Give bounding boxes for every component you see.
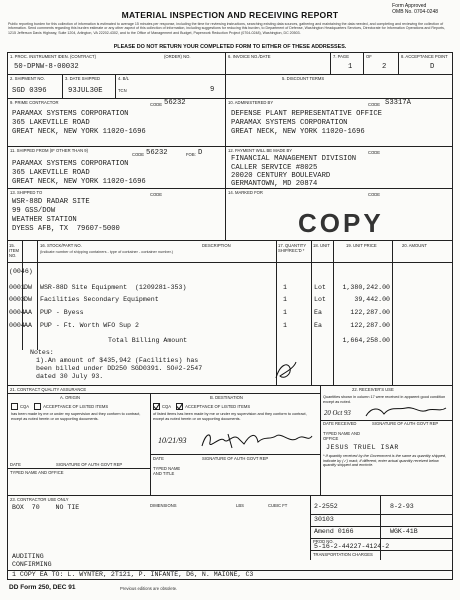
line-item-4-number: 0004 (9, 322, 25, 329)
line-item-4-code: AA (24, 322, 32, 329)
receiver-typed-name: JESUS TRUEL ISAR (326, 444, 399, 451)
block1-label: 1. PROC. INSTRUMENT IDEN. (CONTRACT) (10, 54, 97, 59)
prime-contractor-line-1: PARAMAX SYSTEMS CORPORATION (12, 110, 129, 118)
date-received-label: DATE RECEIVED (323, 421, 357, 426)
auditing-label: AUDITING (12, 553, 44, 560)
prime-contractor-code: 56232 (164, 99, 186, 107)
order-number-label: (ORDER) NO. (164, 54, 191, 59)
unit-header: 18. UNIT (313, 243, 330, 248)
block9-label: 9. PRIME CONTRACTOR (10, 100, 59, 105)
block22-label: 22. RECEIVER'S USE (352, 387, 394, 392)
block14-label: 14. MARKED FOR (228, 190, 263, 195)
stock-no-header: 16. STOCK/PART NO. (40, 243, 82, 248)
contractor-ref-4: 5-16-2-44227-4124-2 (314, 543, 390, 550)
administered-by-line-3: GREAT NECK, NEW YORK 11020-1696 (231, 128, 365, 136)
destination-cqa-check-icon (153, 403, 160, 410)
notes-line-1: 1).An amount of $435,942 (Facilities) has (36, 357, 199, 364)
item-no-header: 15. ITEM NO. (9, 243, 20, 258)
origin-acceptance-checkbox[interactable] (34, 403, 41, 410)
contract-number: 50-DPNW-8-00032 (14, 63, 79, 71)
receiver-signature-label: SIGNATURE OF AUTH GOVT REP (372, 421, 439, 426)
block13-label: 13. SHIPPED TO (10, 190, 43, 195)
payment-by-line-1: FINANCIAL MANAGEMENT DIVISION (231, 155, 357, 163)
line-item-2-code: DW (24, 296, 32, 303)
lbs-label: LBS (236, 503, 244, 508)
line-item-1-code: DW (24, 284, 32, 291)
dimensions-label: DIMENSIONS (150, 503, 177, 508)
line-item-2-description: Facilities Secondary Equipment (40, 296, 159, 303)
line-item-1-qty: 1 (283, 284, 287, 291)
page-number: 1 (348, 63, 353, 71)
payment-by-line-3: 20020 CENTURY BOULEVARD (231, 172, 331, 180)
notes-line-3: dated 30 July 93. (36, 373, 104, 380)
stock-no-subheader: (Indicate number of shipping containers - type of container - container number.) (40, 250, 173, 254)
destination-typed-name-label: TYPED NAME AND TITLE (153, 466, 181, 476)
origin-typed-name-label: TYPED NAME AND OFFICE (10, 470, 64, 475)
origin-cqa-row (11, 403, 108, 410)
block13-code-label: CODE (150, 192, 163, 197)
line-item-2-price: 39,442.00 (354, 296, 390, 303)
shipped-to-line-2: 99 GSS/DOW (12, 207, 56, 215)
notes-line-2: been billed under DD250 SGD0391. SO#2-2547 (36, 365, 203, 372)
line-item-2-qty: 1 (283, 296, 287, 303)
block9-code-label: CODE (150, 102, 163, 107)
unit-price-header: 19. UNIT PRICE (346, 243, 377, 248)
shipped-from-code: 56232 (146, 149, 168, 157)
destination-cqa-checkbox[interactable] (153, 403, 160, 410)
block3-label: 3. DATE SHIPPED (65, 76, 101, 81)
receiver-signature (362, 402, 450, 420)
line-item-0-number: (0046) (9, 268, 33, 275)
block12-label: 12. PAYMENT WILL BE MADE BY (228, 148, 293, 153)
destination-label: B. DESTINATION (210, 395, 243, 400)
contractor-box-line: BOX 70 NO TIE (12, 504, 80, 511)
payment-by-line-2: CALLER SERVICE #8025 (231, 163, 318, 172)
origin-date-label: DATE (10, 462, 21, 467)
line-item-3-description: PUP - Byess (40, 309, 84, 316)
page-total: 2 (382, 63, 387, 71)
origin-statement: has been made by me or under my supervision and they conform to contract, except as noted herein or on supporting documents. (11, 412, 141, 421)
block2-label: 2. SHIPMENT NO. (10, 76, 45, 81)
prime-contractor-line-3: GREAT NECK, NEW YORK 11020-1696 (12, 128, 146, 136)
shipped-from-line-2: 365 LAKEVILLE ROAD (12, 169, 90, 177)
destination-signature-label: SIGNATURE OF AUTH GOVT REP (202, 456, 269, 461)
block23-label: 23. CONTRACTOR USE ONLY (10, 497, 69, 502)
line-item-3-unit: Ea (314, 309, 322, 316)
administered-by-line-1: DEFENSE PLANT REPRESENTATIVE OFFICE (231, 110, 382, 118)
destination-cqa-label: CQA (162, 404, 172, 409)
omb-number: OMB No. 0704-0248 (392, 9, 438, 15)
shipped-to-line-3: WEATHER STATION (12, 216, 77, 224)
line-item-4-qty: 1 (283, 322, 287, 329)
acceptance-point: D (430, 63, 435, 71)
receiver-statement: Quantities shown in column 17 were received in apparent good condition except as noted. (323, 395, 446, 404)
bl-value: 9 (210, 86, 215, 94)
line-item-1-description: WSR-88D Site Equipment (1209281-353) (40, 284, 187, 291)
block11-label: 11. SHIPPED FROM (IF OTHER THAN 9) (10, 148, 89, 153)
line-item-4-unit: Ea (314, 322, 322, 329)
block8-label: 8. ACCEPTANCE POINT (401, 54, 448, 59)
administered-by-code: S3317A (385, 99, 411, 107)
destination-date: 10/21/93 (158, 436, 187, 445)
block10-label: 10. ADMINISTERED BY (228, 100, 274, 105)
fob-value: D (198, 149, 203, 157)
total-billing-label: Total Billing Amount (108, 337, 188, 344)
quantity-header: 17. QUANTITY SHIP/REC'D * (278, 243, 307, 253)
cubic-ft-label: CUBIC FT (268, 503, 288, 508)
line-item-4-description: PUP - Ft. Worth WFO Sup 2 (40, 322, 139, 329)
block12-code-label: CODE (368, 150, 381, 155)
origin-label: A. ORIGIN (60, 395, 81, 400)
origin-signature-label: SIGNATURE OF AUTH GOVT REP (56, 462, 123, 467)
origin-cqa-checkbox[interactable] (11, 403, 18, 410)
block4-label: 4. B/L (118, 76, 129, 81)
destination-cqa-row (153, 403, 250, 410)
origin-acceptance-label: ACCEPTANCE OF LISTED ITEMS (43, 404, 109, 409)
fob-label: FOB: (186, 152, 196, 157)
notes-initials-mark (270, 358, 300, 384)
destination-statement: of listed items has been made by me or under my supervision and they conform to contract, except as noted herein or on supporting documents. (153, 412, 307, 421)
block21-label: 21. CONTRACT QUALITY ASSURANCE (10, 387, 87, 392)
destination-signature (198, 428, 316, 452)
line-item-1-number: 0001 (9, 284, 25, 291)
receiver-typed-name-label: TYPED NAME AND OFFICE (323, 431, 360, 441)
line-item-3-number: 0004 (9, 309, 25, 316)
total-billing-amount: 1,664,258.00 (342, 337, 390, 344)
form-title: MATERIAL INSPECTION AND RECEIVING REPORT (121, 10, 339, 20)
do-not-return-notice: PLEASE DO NOT RETURN YOUR COMPLETED FORM TO EITHER OF THESE ADDRESSES. (113, 44, 347, 50)
receiver-quantity-note: * If quantity received by the Government is the same as quantity shipped, indicate by (✓) mark, if different, enter actual quantity received below quantity shipped and encircle. (323, 454, 447, 468)
prod-no-label: PROD NO. (313, 539, 334, 544)
line-item-1-unit: Lot (314, 284, 326, 291)
administered-by-line-2: PARAMAX SYSTEMS CORPORATION (231, 119, 348, 127)
block6-label: 6. INVOICE NO./DATE (228, 54, 271, 59)
shipment-number: SGD 0396 (12, 87, 47, 95)
shipped-to-line-1: WSR-88D RADAR SITE (12, 198, 90, 206)
prime-contractor-line-2: 365 LAKEVILLE ROAD (12, 119, 90, 127)
line-item-2-unit: Lot (314, 296, 326, 303)
amount-header: 20. AMOUNT (402, 243, 427, 248)
transportation-charges-label: TRANSPORTATION CHARGES (313, 552, 373, 557)
block14-code-label: CODE (368, 192, 381, 197)
payment-by-line-4: GERMANTOWN, MD 20874 (231, 180, 318, 188)
date-shipped: 93JUL30E (68, 87, 103, 95)
destination-acceptance-checkbox[interactable] (176, 403, 183, 410)
destination-acceptance-label: ACCEPTANCE OF LISTED ITEMS (185, 404, 251, 409)
description-header: DESCRIPTION (202, 243, 231, 248)
shipped-from-line-1: PARAMAX SYSTEMS CORPORATION (12, 160, 129, 168)
tcn-label: TCN (118, 88, 127, 93)
block10-code-label: CODE (368, 102, 381, 107)
contractor-ref-2: 30103 (314, 516, 334, 523)
previous-editions-note: Previous editions are obsolete. (120, 586, 178, 591)
confirming-label: CONFIRMING (12, 561, 52, 568)
contractor-ref-1: 2-2552 (314, 503, 338, 510)
burden-statement: Public reporting burden for this collection of information is estimated to average 15 minutes per response, including the time for reviewing instructions, searching existing data sources, gathering and maintaining the data needed, and completing and reviewing the collection of information. Send comments regarding this burden estimate or any other aspect of this collection of information, including suggestions for reducing this burden, to Department of Defense, Washington Headquarters Services, Directorate for Information Operations and Reports, 1215 Jefferson Davis Highway, Suite 1204, Arlington, VA 22202-4302, and to the Office of Management and Budget, Paperwork Reduction Project (0704-0248), Washington, DC 20503. (8, 22, 445, 35)
line-item-1-price: 1,380,242.00 (342, 284, 390, 291)
line-item-2-number: 0003 (9, 296, 25, 303)
destination-date-label: DATE (153, 456, 164, 461)
line-item-4-price: 122,287.00 (350, 322, 390, 329)
contractor-ref-3: Amend 0166 (314, 528, 354, 535)
destination-acceptance-check-icon (176, 403, 183, 410)
page-of-label: OF (366, 54, 372, 59)
line-item-3-code: AA (24, 309, 32, 316)
block5-label: 5. DISCOUNT TERMS (282, 76, 325, 81)
block11-code-label: CODE (132, 152, 145, 157)
form-approved-label: Form Approved (392, 3, 427, 9)
notes-title: Notes: (30, 349, 54, 356)
line-item-3-qty: 1 (283, 309, 287, 316)
contractor-ref-1-date: 8-2-93 (390, 503, 414, 510)
shipped-from-line-3: GREAT NECK, NEW YORK 11020-1696 (12, 178, 146, 186)
copy-distribution-line: 1 COPY EA TO: L. WYNTER, 2T121, P. INFANTE, D6, N. MAIONE, C3 (12, 571, 254, 578)
block7-label: 7. PAGE (333, 54, 349, 59)
origin-cqa-label: CQA (20, 404, 30, 409)
date-received: 20 Oct 93 (324, 410, 351, 417)
contractor-ref-3-code: WGK-41B (390, 528, 418, 535)
line-item-3-price: 122,287.00 (350, 309, 390, 316)
form-id: DD Form 250, DEC 91 (9, 584, 76, 591)
copy-stamp: COPY (298, 208, 384, 238)
shipped-to-line-4: DYESS AFB, TX 79607-5000 (12, 225, 120, 233)
